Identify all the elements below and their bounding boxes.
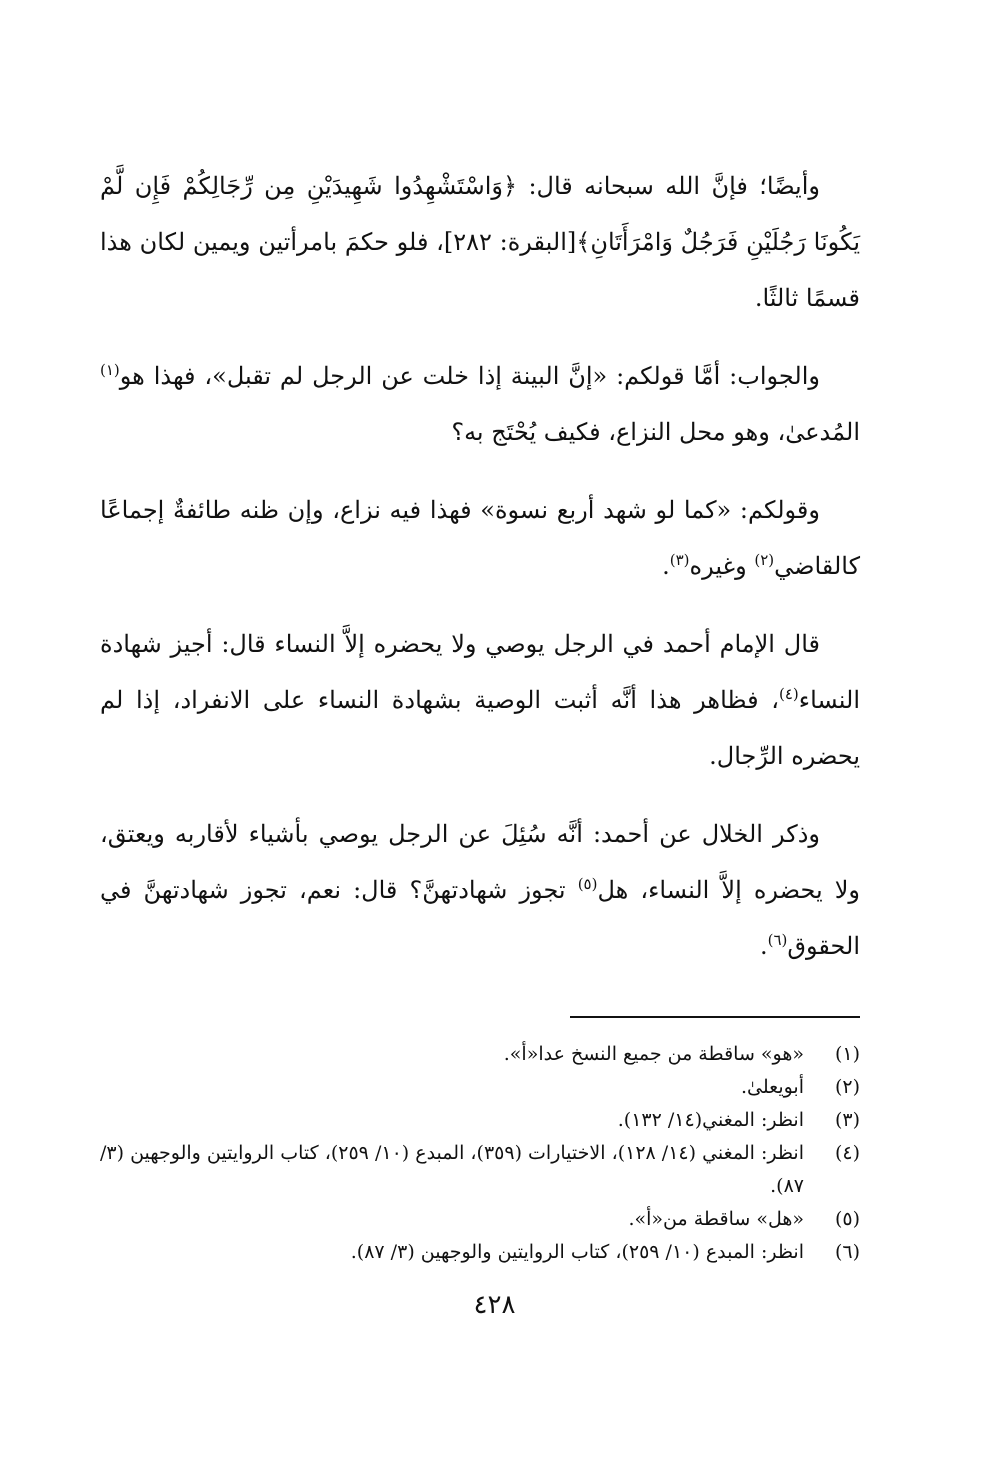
footnote-number: (٥) xyxy=(834,1208,860,1230)
footnote-text: «هو» ساقطة من جميع النسخ عدا«أ». xyxy=(503,1043,804,1065)
footnote-reference: (٥) xyxy=(577,875,598,893)
main-text xyxy=(100,158,860,974)
footnote-item xyxy=(100,1038,860,1071)
footnote-item xyxy=(100,1071,860,1104)
footnote-text: انظر: المغني (١٤/ ١٢٨)، الاختيارات (٣٥٩)، المبدع (١٠/ ٢٥٩)، كتاب الروايتين والوجهين (٣/ ٨٧). xyxy=(100,1142,804,1197)
paragraph xyxy=(100,806,860,974)
paragraph-text: . xyxy=(662,552,670,580)
paragraph xyxy=(100,616,860,784)
paragraph-text: تجوز شهادتهنَّ؟ قال: نعم، تجوز شهادتهنَّ في الحقوق xyxy=(100,876,860,960)
footnote-text: انظر: المغني(١٤/ ١٣٢). xyxy=(617,1109,804,1131)
footnote-divider xyxy=(570,1016,860,1018)
footnote-reference: (٦) xyxy=(767,931,788,949)
paragraph-text: . xyxy=(759,932,768,960)
footnote-number: (١) xyxy=(834,1043,860,1065)
footnote-number: (٣) xyxy=(834,1109,860,1131)
paragraph-text: وأيضًا؛ فإنَّ الله سبحانه قال: ﴿وَاسْتَشْهِدُوا شَهِيدَيْنِ مِن رِّجَالِكُمْ فَإِن لَّمْ يَكُونَا رَجُلَيْنِ فَرَجُلٌ وَامْرَأَتَانِ﴾[البقرة: ٢٨٢]، فلو حكمَ بامرأتين ويمين لكان هذا قسمًا ثالثًا. xyxy=(100,172,861,312)
paragraph xyxy=(100,158,860,326)
footnotes xyxy=(100,1038,860,1269)
footnote-reference: (٢) xyxy=(754,551,775,569)
footnote-reference: (١) xyxy=(100,361,120,379)
paragraph-text: وغيره xyxy=(689,552,755,580)
paragraph-text: قال الإمام أحمد في الرجل يوصي ولا يحضره إلاَّ النساء قال: أجيز شهادة النساء xyxy=(100,630,861,714)
footnote-number: (٦) xyxy=(834,1241,860,1263)
footnote-text: أبويعلىٰ. xyxy=(740,1076,804,1098)
footnote-item xyxy=(100,1236,860,1269)
footnote-item xyxy=(100,1137,860,1203)
paragraph-text: والجواب: أمَّا قولكم: «إنَّ البينة إذا خلت عن الرجل لم تقبل»، فهذا هو xyxy=(119,362,820,390)
page-body xyxy=(100,158,860,1269)
footnote-number: (٤) xyxy=(834,1142,860,1164)
paragraph-text: ، فظاهر هذا أنَّه أثبت الوصية بشهادة النساء على الانفراد، إذا لم يحضره الرِّجال. xyxy=(100,686,860,770)
footnote-reference: (٣) xyxy=(669,551,690,569)
footnote-item xyxy=(100,1104,860,1137)
footnote-item xyxy=(100,1203,860,1236)
paragraph-text: وقولكم: «كما لو شهد أربع نسوة» فهذا فيه نزاع، وإن ظنه طائفةٌ إجماعًا كالقاضي xyxy=(100,496,860,580)
page-number: ٤٢٨ xyxy=(473,1290,516,1320)
paragraph-text: وذكر الخلال عن أحمد: أنَّه سُئِلَ عن الرجل يوصي بأشياء لأقاربه ويعتق، ولا يحضره إلاَّ النساء، هل xyxy=(100,820,860,904)
paragraph-text: المُدعىٰ، وهو محل النزاع، فكيف يُحْتَج به؟ xyxy=(451,418,860,446)
footnote-number: (٢) xyxy=(834,1076,860,1098)
footnote-reference: (٤) xyxy=(779,685,799,703)
paragraph xyxy=(100,348,860,460)
footnote-text: انظر: المبدع (١٠/ ٢٥٩)، كتاب الروايتين والوجهين (٣/ ٨٧). xyxy=(350,1241,804,1263)
footnote-text: «هل» ساقطة من«أ». xyxy=(628,1208,804,1230)
paragraph xyxy=(100,482,860,594)
